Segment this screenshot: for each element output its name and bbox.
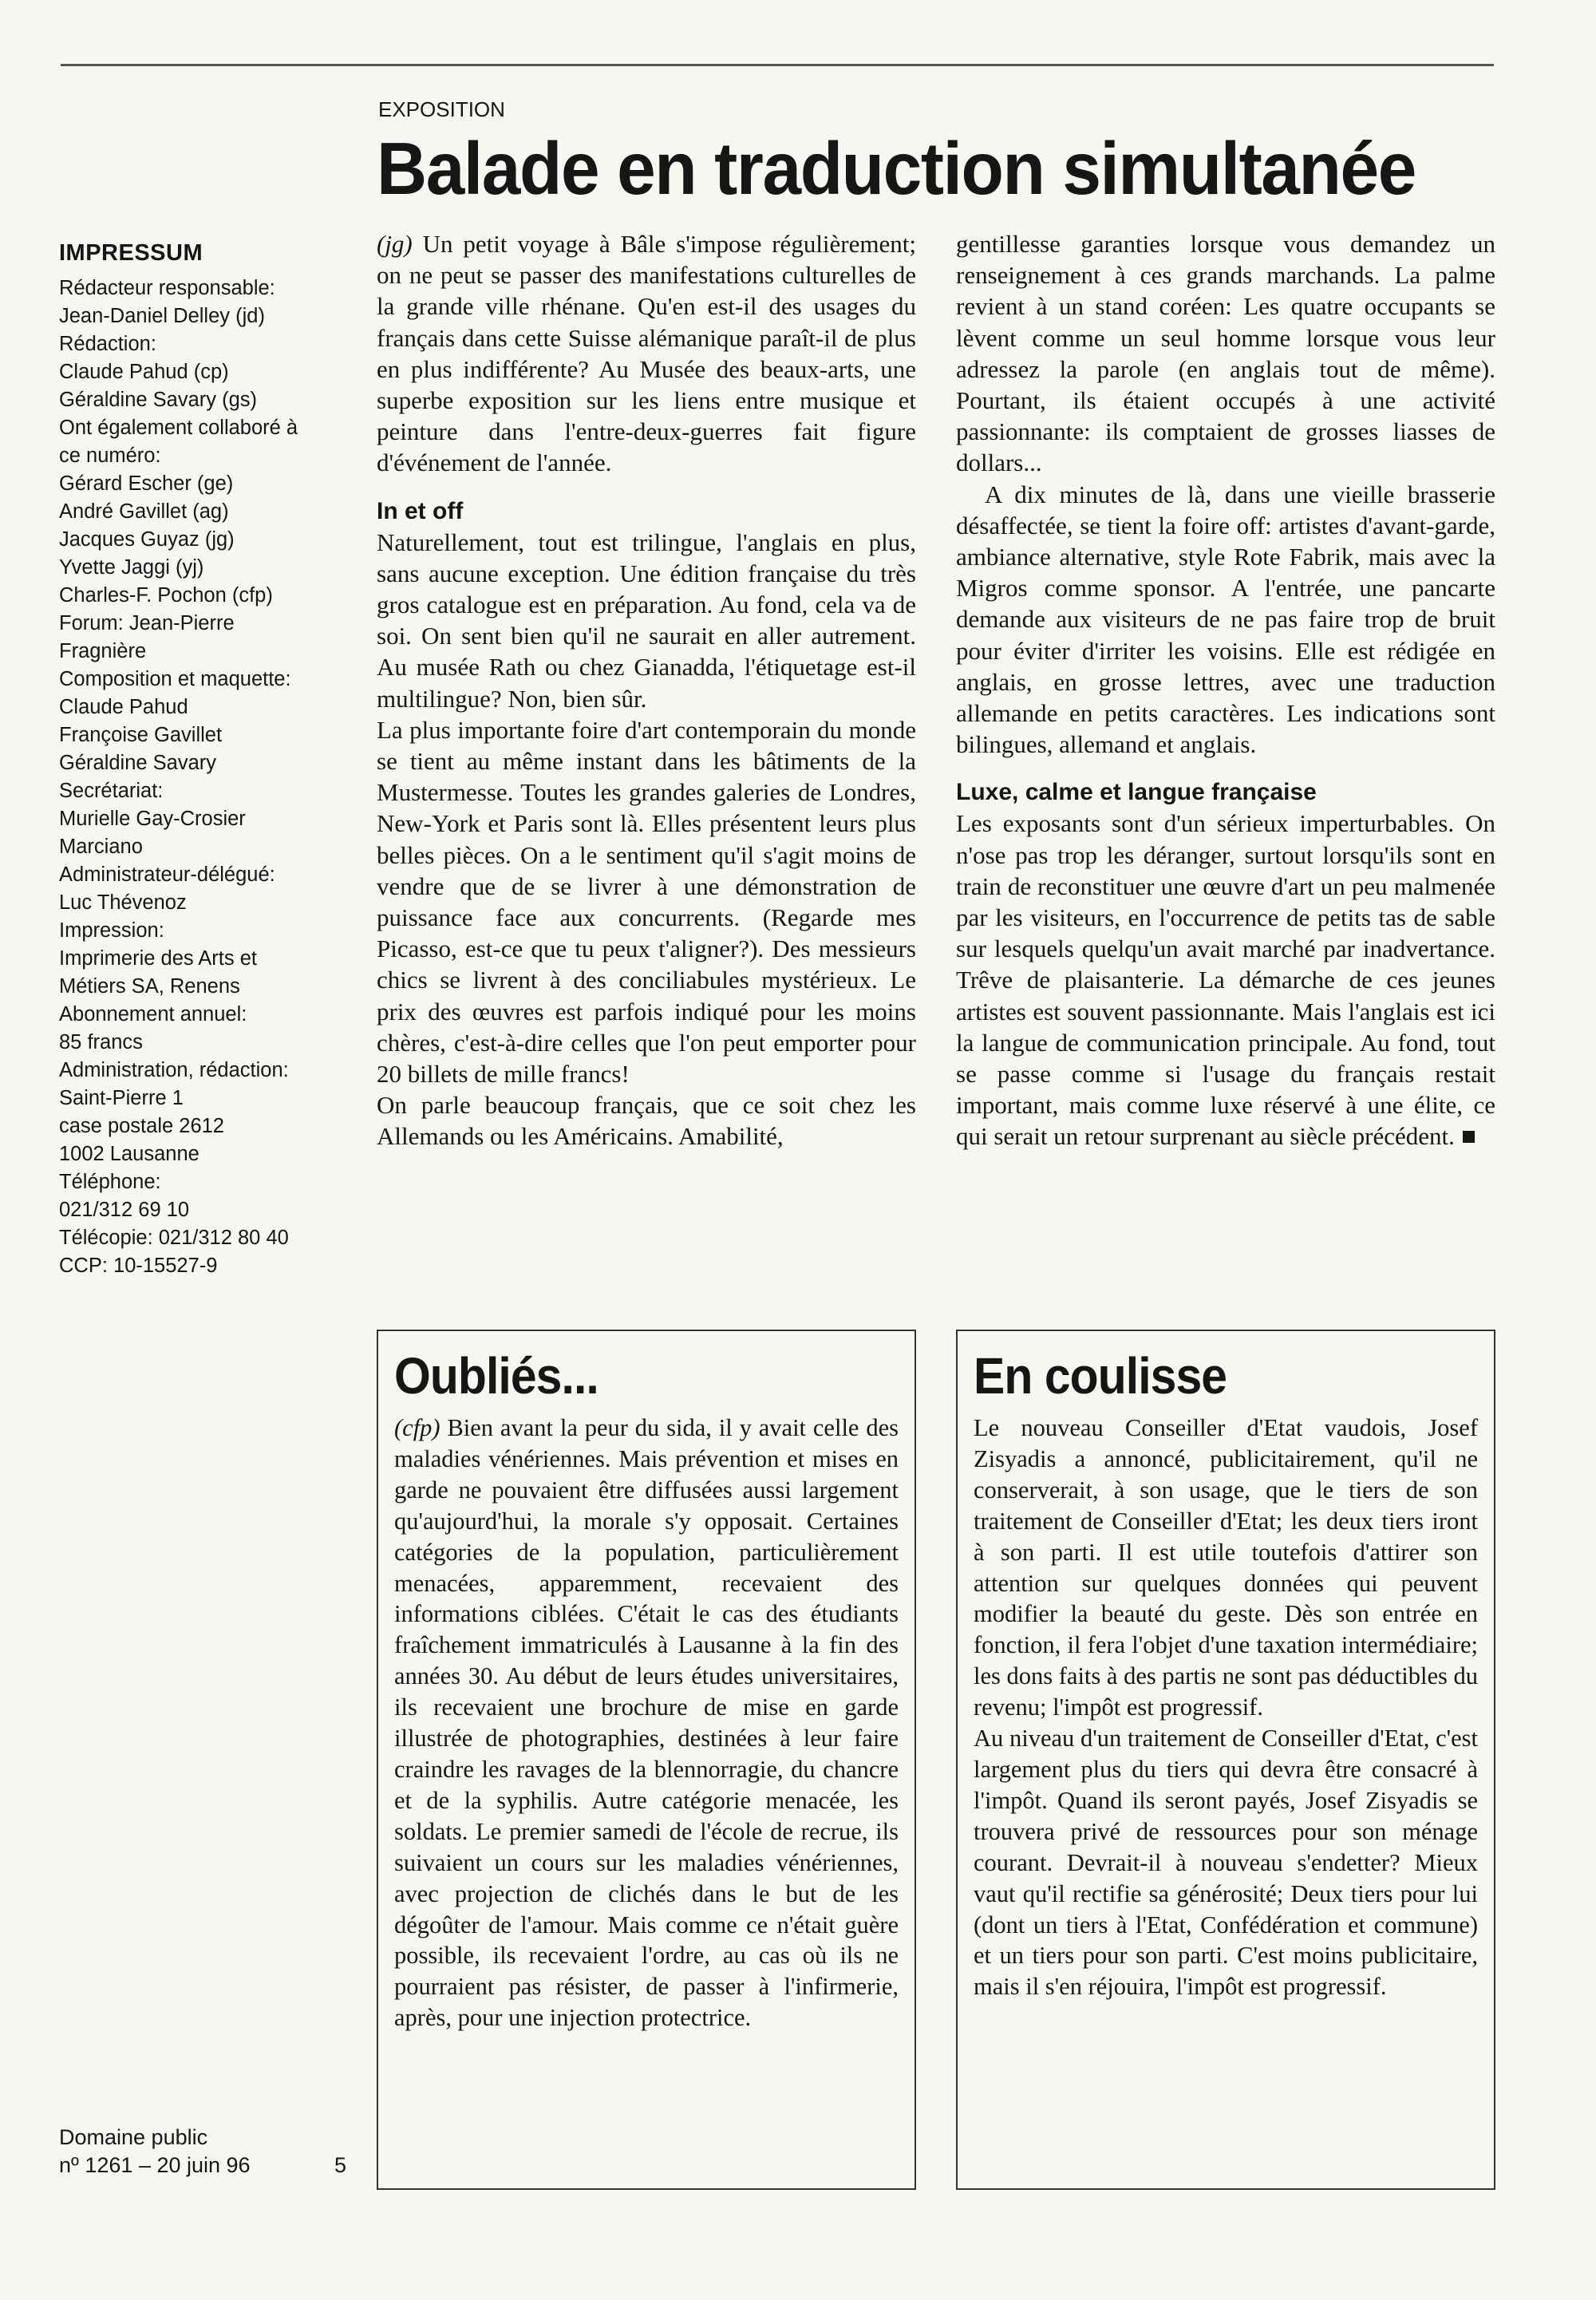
end-of-article-mark — [1463, 1131, 1475, 1143]
box-en-coulisse — [956, 1330, 1495, 2190]
impressum-line: 85 francs — [59, 1031, 143, 1053]
subhead-luxe-calme: Luxe, calme et langue française — [956, 779, 1317, 806]
article-column-1 — [377, 228, 916, 1152]
box-oublies-byline: (cfp) — [394, 1414, 440, 1441]
article-paragraph: gentillesse garanties lorsque vous demandez un renseignement à ces grands marchands. La palme revient à un stand coréen: Les quatre occupants se lèvent comme un seul homme lorsque vous leur adressez la parole (en anglais tout de même). Pourtant, ils étaient occupés à une activité passionnante: ils comptaient de grosses liasses de dollars... — [956, 230, 1495, 477]
impressum-line: ce numéro: — [59, 445, 161, 467]
impressum-line: Françoise Gavillet — [59, 724, 223, 746]
impressum-line: Yvette Jaggi (yj) — [59, 556, 204, 579]
issue-line — [59, 2152, 346, 2179]
article-intro-text: Un petit voyage à Bâle s'impose régulièrement; on ne peut se passer des manifestations culturelles de la grande ville rhénane. Qu'en est-il des usages du français dans cette Suisse alémanique paraît-il de plus en plus indifférente? Au Musée des beaux-arts, une superbe exposition sur les liens entre musique et peinture dans l'entre-deux-guerres fait figure d'événement de l'année. — [377, 230, 916, 477]
impressum-line: Abonnement annuel: — [59, 1003, 247, 1026]
impressum-line: Forum: Jean-Pierre — [59, 612, 235, 634]
publication-name: Domaine public — [59, 2125, 208, 2149]
box-coulisse-body — [974, 1413, 1478, 2002]
impressum-lines — [59, 275, 346, 1280]
impressum-line: 021/312 69 10 — [59, 1199, 190, 1221]
page-footer — [59, 2124, 346, 2179]
impressum-line: Rédacteur responsable: — [59, 277, 275, 299]
box-oublies-title: Oubliés... — [394, 1347, 598, 1405]
impressum-line: Composition et maquette: — [59, 668, 291, 690]
impressum-line: Claude Pahud — [59, 696, 188, 718]
impressum-line: Murielle Gay-Crosier — [59, 808, 246, 830]
box-oublies-text: Bien avant la peur du sida, il y avait celle des maladies vénériennes. Mais prévention et mises en garde ne pouvaient être diffusées aussi largement qu'aujourd'hui, la morale s'y opposait. Certaines catégories de la population, particulièrement menacées, apparemment, recevaient des informations ciblées. C'était le cas des étudiants fraîchement immatriculés à Lausanne à la fin des années 30. Au début de leurs études universitaires, ils recevaient une brochure de mise en garde illustrée de photographies, destinées à leur faire craindre les ravages de la blennorragie, du chancre et de la syphilis. Autre catégorie menacée, les soldats. Le premier samedi de l'école de recrue, ils suivaient un cours sur les maladies vénériennes, avec projection de clichés dans le but de les dégoûter de l'amour. Mais comme ce n'était guère possible, ils recevaient l'ordre, au cas où ils ne pourraient pas résister, de passer à l'infirmerie, après, pour une injection protectrice. — [394, 1414, 899, 2032]
article-byline: (jg) — [377, 230, 413, 258]
impressum-line: Marciano — [59, 836, 143, 858]
impressum-line: Claude Pahud (cp) — [59, 361, 229, 383]
page-number: 5 — [334, 2153, 346, 2177]
article-intro — [377, 228, 916, 479]
box-oublies-body — [394, 1413, 899, 2033]
impressum-line: 1002 Lausanne — [59, 1143, 200, 1165]
impressum-line: Secrétariat: — [59, 780, 164, 802]
impressum-line: Fragnière — [59, 640, 147, 662]
impressum-line: case postale 2612 — [59, 1115, 224, 1137]
article-paragraph: Naturellement, tout est trilingue, l'anglais en plus, sans aucune exception. Une édition française du très gros catalogue est en préparation. Au fond, cela va de soi. On sent bien qu'il ne saurait en aller autrement. Au musée Rath ou chez Gianadda, l'étiquetage est-il multilingue? Non, bien sûr. — [377, 528, 916, 713]
article-paragraph: La plus importante foire d'art contemporain du monde se tient au même instant dans les bâtiments de la Mustermesse. Toutes les grandes galeries de Londres, New-York et Paris sont là. Elles présentent leurs plus belles pièces. On a le sentiment qu'il s'agit moins de vendre que de se livrer à une démonstration de puissance face aux concurrents. (Regarde mes Picasso, est-ce que tu peux t'aligner?). Des messieurs chics se livrent à des conciliabules mystérieux. Le prix des œuvres est parfois indiqué pour les moins chères, c'est-à-dire celles que l'on peut emporter pour 20 billets de mille francs! — [377, 715, 916, 1089]
article-final-text: Les exposants sont d'un sérieux imperturbables. On n'ose pas trop les déranger, surtout lorsqu'ils sont en train de reconstituer une œuvre d'art un peu malmenée par les visiteurs, en l'occurrence de petits tas de sable sur lesquels quelqu'un avait marché par inadvertance. Trêve de plaisanterie. La démarche de ces jeunes artistes est souvent passionnante. Mais l'anglais est ici la langue de communication principale. Au fond, tout se passe comme si l'usage du français restait important, mais comme luxe réservé à une élite, ce qui serait un retour surprenant au siècle précédent. — [956, 809, 1495, 1151]
section-kicker: EXPOSITION — [378, 97, 505, 121]
subhead-in-et-off: In et off — [377, 497, 464, 524]
impressum-line: Télécopie: 021/312 80 40 — [59, 1227, 289, 1249]
impressum-line: Ont également collaboré à — [59, 417, 298, 439]
impressum-line: Jacques Guyaz (jg) — [59, 528, 235, 551]
box-oublies — [377, 1330, 916, 2190]
impressum-heading: IMPRESSUM — [59, 240, 203, 266]
impressum-line: Téléphone: — [59, 1171, 161, 1193]
impressum-line: Rédaction: — [59, 333, 156, 355]
impressum-line: Administrateur-délégué: — [59, 863, 275, 886]
impressum-line: Géraldine Savary — [59, 752, 217, 774]
impressum-sidebar — [59, 238, 346, 1280]
impressum-line: Imprimerie des Arts et — [59, 947, 257, 970]
box-coulisse-title: En coulisse — [974, 1347, 1227, 1405]
issue-date: nº 1261 – 20 juin 96 — [59, 2153, 251, 2177]
impressum-line: CCP: 10-15527-9 — [59, 1255, 218, 1277]
impressum-line: Administration, rédaction: — [59, 1059, 289, 1081]
impressum-line: Charles-F. Pochon (cfp) — [59, 584, 273, 607]
article-paragraph: On parle beaucoup français, que ce soit chez les Allemands ou les Américains. Amabilité, — [377, 1091, 916, 1151]
impressum-line: André Gavillet (ag) — [59, 500, 229, 523]
impressum-line: Métiers SA, Renens — [59, 975, 240, 998]
box-coulisse-paragraph: Au niveau d'un traitement de Conseiller d'Etat, c'est largement plus du tiers qui devra être consacré à l'impôt. Quand ils seront payés, Josef Zisyadis se trouvera privé de ressources pour son ménage courant. Devrait-il à nouveau s'endetter? Mieux vaut qu'il rectifie sa générosité; Deux tiers pour lui (dont un tiers à l'Etat, Confédération et commune) et un tiers pour son parti. C'est moins publicitaire, mais il s'en réjouira, l'impôt est progressif. — [974, 1725, 1478, 2001]
impressum-line: Jean-Daniel Delley (jd) — [59, 305, 265, 327]
article-column-2 — [956, 228, 1495, 1152]
top-rule — [61, 64, 1494, 66]
impressum-line: Impression: — [59, 919, 164, 942]
impressum-line: Saint-Pierre 1 — [59, 1087, 184, 1109]
impressum-line: Gérard Escher (ge) — [59, 472, 234, 495]
box-coulisse-paragraph: Le nouveau Conseiller d'Etat vaudois, Josef Zisyadis a annoncé, publicitairement, qu'il ne conserverait, à son usage, que le tiers de son traitement de Conseiller d'Etat; les deux tiers iront à son parti. Il est utile toutefois d'attirer son attention sur quelques données qui peuvent modifier la beauté du geste. Dès son entrée en fonction, il fera l'objet d'une taxation intermédiaire; les dons faits à des partis ne sont pas déductibles du revenu; l'impôt est progressif. — [974, 1414, 1478, 1721]
article-title: Balade en traduction simultanée — [377, 127, 1416, 210]
impressum-line: Luc Thévenoz — [59, 891, 187, 914]
impressum-line: Géraldine Savary (gs) — [59, 389, 258, 411]
article-paragraph: A dix minutes de là, dans une vieille brasserie désaffectée, se tient la foire off: artistes d'avant-garde, ambiance alternative, style Rote Fabrik, mais avec la Migros comme sponsor. A l'entrée, une pancarte demande aux visiteurs de ne pas faire trop de bruit pour éviter d'irriter les voisins. Elle est rédigée en anglais, en grosse lettres, avec une traduction allemande en petits caractères. Les indications sont bilingues, allemand et anglais. — [956, 480, 1495, 759]
article-paragraph-final — [956, 808, 1495, 1152]
